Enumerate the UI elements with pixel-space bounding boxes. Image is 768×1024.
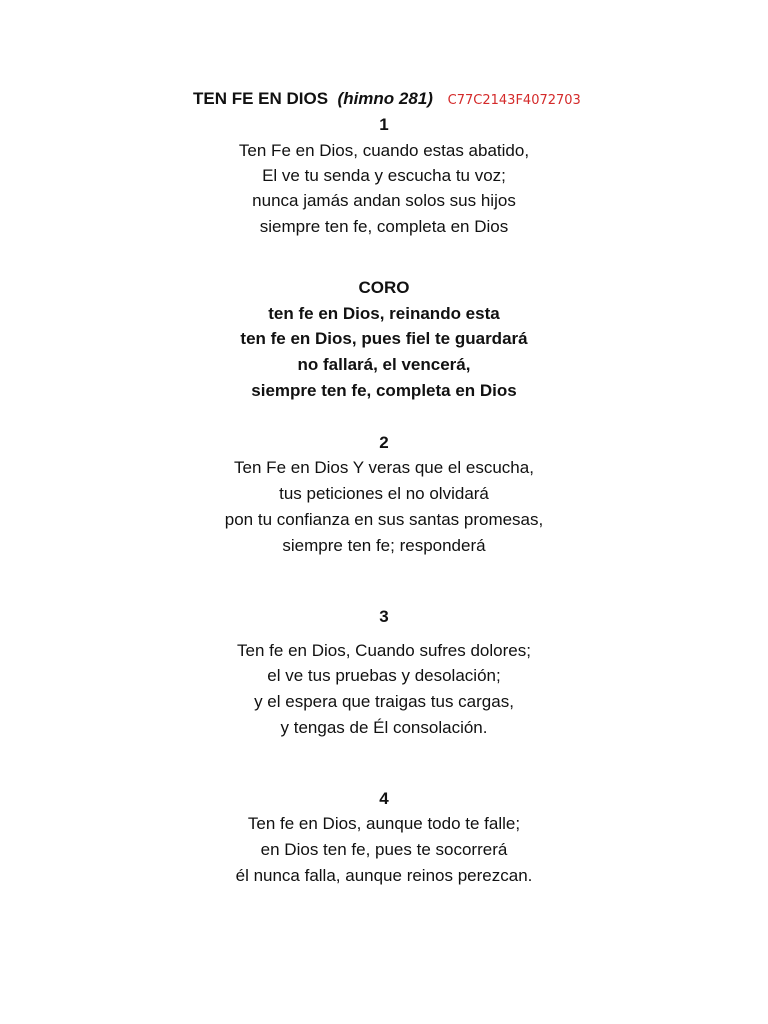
verse-2-line-2: tus peticiones el no olvidará [279, 484, 489, 503]
verse-2-line-3: pon tu confianza en sus santas promesas, [224, 510, 544, 529]
verse-1-number: 1 [379, 115, 389, 134]
chorus-label: CORO [358, 278, 410, 297]
verse-2-line-4: siempre ten fe; responderá [282, 536, 486, 555]
verse-3-line-2: el ve tus pruebas y desolación; [267, 666, 501, 685]
title-main: TEN FE EN DIOS [193, 89, 329, 108]
verse-3-line-1: Ten fe en Dios, Cuando sufres dolores; [237, 641, 531, 660]
verse-4-line-1: Ten fe en Dios, aunque todo te falle; [247, 814, 521, 833]
chorus-line-2: ten fe en Dios, pues fiel te guardará [240, 329, 528, 348]
verse-1-line-1: Ten Fe en Dios, cuando estas abatido, [238, 141, 530, 160]
verse-4-line-3: él nunca falla, aunque reinos perezcan. [235, 866, 533, 885]
verse-4-number: 4 [379, 789, 389, 808]
chorus-line-1: ten fe en Dios, reinando esta [268, 304, 500, 323]
verse-3-line-4: y tengas de Él consolación. [280, 718, 488, 737]
verse-1-line-3: nunca jamás andan solos sus hijos [252, 191, 516, 210]
verse-3-number: 3 [379, 607, 389, 626]
verse-2-line-1: Ten Fe en Dios Y veras que el escucha, [234, 458, 534, 477]
chorus-line-4: siempre ten fe, completa en Dios [251, 381, 517, 400]
verse-2-number: 2 [379, 433, 389, 452]
verse-3-line-3: y el espera que traigas tus cargas, [254, 692, 514, 711]
chorus-line-3: no fallará, el vencerá, [297, 355, 471, 374]
hymn-title [193, 88, 581, 112]
verse-4-line-2: en Dios ten fe, pues te socorrerá [260, 840, 508, 859]
hymn-number: (himno 281) [337, 89, 433, 108]
document-code: C77C2143F4072703 [447, 93, 581, 108]
verse-1-line-4: siempre ten fe, completa en Dios [259, 217, 509, 236]
verse-1-line-2: El ve tu senda y escucha tu voz; [262, 166, 506, 185]
